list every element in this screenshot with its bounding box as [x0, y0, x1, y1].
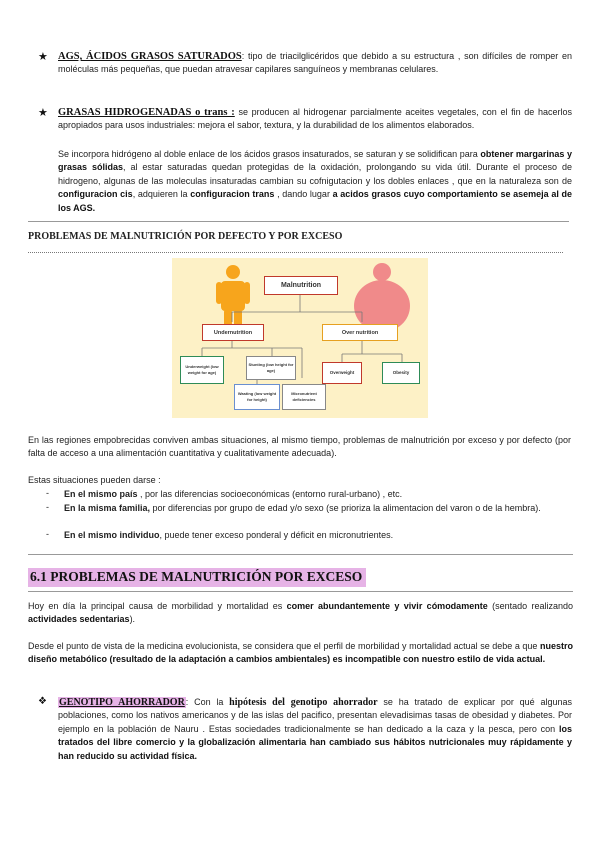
divider — [28, 554, 573, 555]
ags-title: AGS, ÁCIDOS GRASOS SATURADOS — [58, 51, 242, 62]
dotted-divider — [28, 252, 563, 253]
star-bullet-icon: ★ — [38, 107, 48, 119]
underweight-box: Underweight (low weight for age) — [180, 356, 224, 384]
malnutrition-box: Malnutrition — [264, 276, 338, 295]
hidrogenacion-paragraph: Se incorpora hidrógeno al doble enlace de los ácidos grasos insaturados, se saturan y se solidifican para obtener margarinas y grasas sólidas, al estar saturadas quedan protegidas de la oxidación, prolongando su vida útil. Durante el proceso de hidrogeno, algunas de las moleculas insaturadas cambian su cofnigutacion y los dobles enlaces , que en la naturaleza son de configuracion cis, adquieren la configuracion trans , dando lugar a acidos grasos cuyo comportamiento se asemeja al de los AGS. — [58, 149, 573, 213]
situations-intro: Estas situaciones pueden darse : — [28, 475, 161, 485]
undernutrition-box: Undernutrition — [202, 324, 264, 341]
micronutrient-box: Micronutrient deficiencies — [282, 384, 326, 410]
list-dash: - — [46, 502, 49, 512]
diamond-bullet-icon: ❖ — [38, 696, 47, 707]
overweight-box: Overweight — [322, 362, 362, 384]
list-dash: - — [46, 529, 49, 539]
section-6-1-heading: 6.1 PROBLEMAS DE MALNUTRICIÓN POR EXCESO — [28, 568, 366, 587]
section-title: PROBLEMAS DE MALNUTRICIÓN POR DEFECTO Y POR EXCESO — [28, 231, 343, 242]
morbilidad-paragraph: Hoy en día la principal causa de morbilidad y mortalidad es comer abundantemente y vivir cómodamente (sentado realizando actividades sedentarias). — [28, 601, 573, 625]
list-item: En el mismo individuo, puede tener exceso ponderal y déficit en micronutrientes. — [64, 530, 394, 540]
divider — [28, 591, 573, 592]
genotipo-paragraph: GENOTIPO AHORRADOR: Con la hipótesis del genotipo ahorrador se ha tratado de explicar por qué algunas poblaciones, como los nativos americanos y de las islas del pacifico, presentan elevadisimas tasas de obesidad y diabetes. Por ejemplo en la población de Nauru . Estas sociedades tradicionalmente se han dedicado a la caza y la pesca, pero con los tratados del libre comercio y la globalización alimentaria han cambiado sus hábitos nutricionales muy rápidamente y han reducido su actividad física. — [58, 697, 572, 761]
list-item: En el mismo país , por las diferencias socioeconómicas (entorno rural-urbano) , etc. — [64, 489, 403, 499]
wasting-box: Wasting (low weight for height) — [234, 384, 280, 410]
genotipo-label: GENOTIPO AHORRADOR — [59, 697, 185, 708]
malnutrition-diagram — [172, 258, 428, 418]
obesity-box: Obesity — [382, 362, 420, 384]
divider — [28, 221, 569, 222]
ags-paragraph: AGS, ÁCIDOS GRASOS SATURADOS: tipo de triacilglicéridos que debido a su estructura , son difíciles de romper en moléculas más pequeñas, que puedan atravesar capilares sanguíneos y membranas celulares. — [58, 51, 572, 75]
grasas-paragraph: GRASAS HIDROGENADAS o trans : se producen al hidrogenar parcialmente aceites vegetales, con el fin de hacerlos apropiados para usos industriales: mejora el sabor, textura, y la durabilidad de los alimentos elaborados. — [58, 107, 572, 131]
stunting-box: Stunting (low height for age) — [246, 356, 296, 380]
overnutrition-box: Over nutrition — [322, 324, 398, 341]
grasas-title: GRASAS HIDROGENADAS o trans : — [58, 107, 235, 118]
list-item: En la misma familia, por diferencias por grupo de edad y/o sexo (se prioriza la alimentacion del varon o de la hembra). — [64, 503, 541, 513]
evolucionista-paragraph: Desde el punto de vista de la medicina evolucionista, se considera que el perfil de morbilidad y mortalidad actual se debe a que nuestro diseño metabólico (resultado de la adaptación a cambios ambientales) es incompatible con nuestro estilo de vida actual. — [28, 641, 573, 665]
star-bullet-icon: ★ — [38, 51, 48, 63]
list-dash: - — [46, 488, 49, 498]
malnutrition-paragraph: En las regiones empobrecidas conviven ambas situaciones, al mismo tiempo, problemas de malnutrición por exceso y por defecto (por falta de acceso a una alimentación cuantitativa y cualitativamente adecuada). — [28, 435, 571, 459]
